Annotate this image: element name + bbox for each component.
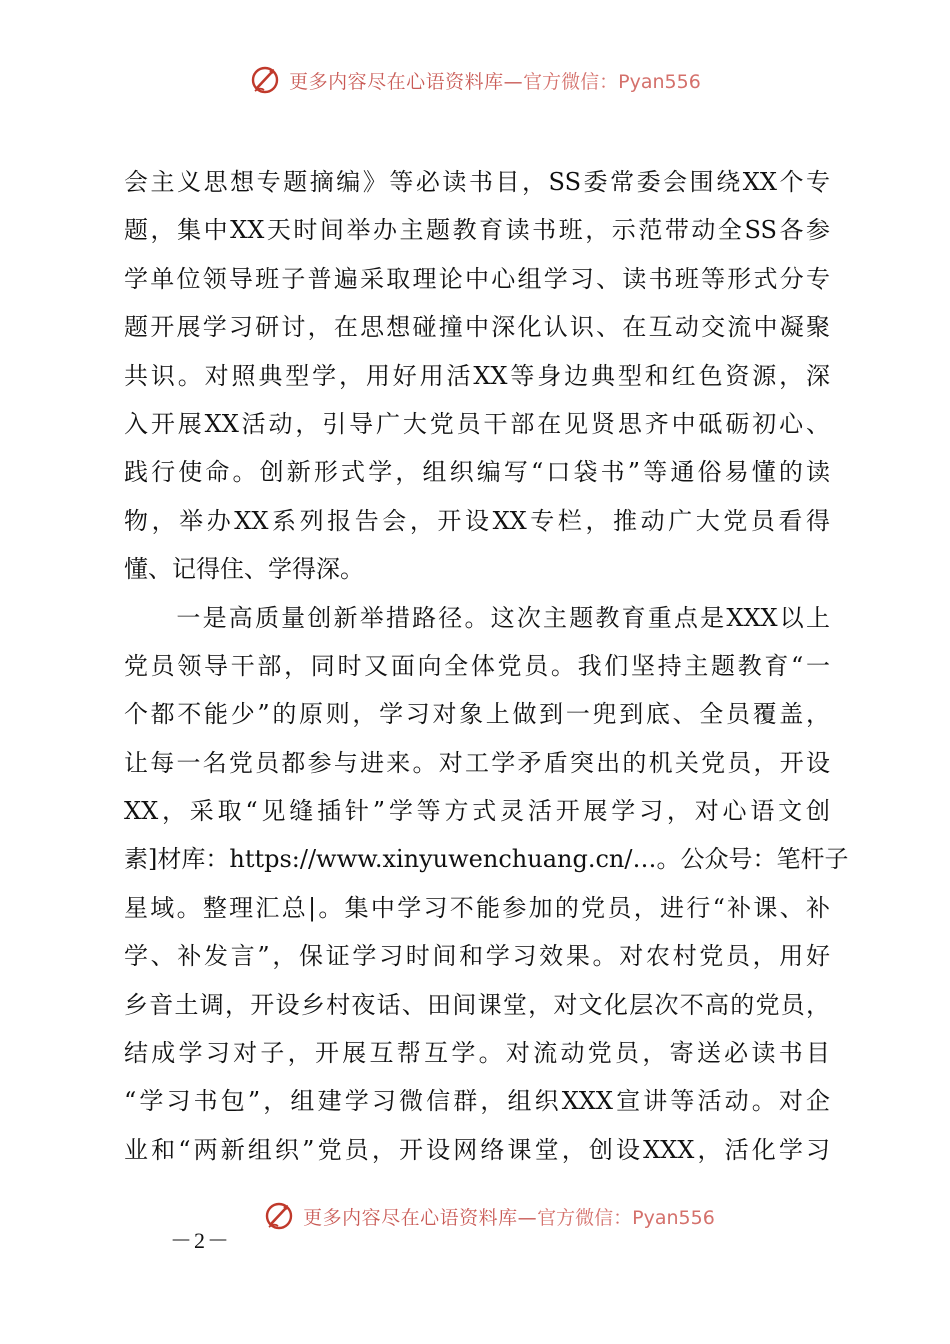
text-line: 入开展XX活动，引导广大党员干部在见贤思齐中砥砺初心、: [124, 409, 830, 438]
text-line: 共识。对照典型学，用好用活XX等身边典型和红色资源，深: [124, 361, 830, 390]
text-line: 党员领导干部，同时又面向全体党员。我们坚持主题教育“一: [124, 651, 830, 680]
banner-wechat-id: 官方微信：Pyan556: [537, 1206, 715, 1229]
text-line: 践行使命。创新形式学，组织编写“口袋书”等通俗易懂的读: [124, 458, 830, 487]
text-line: 让每一名党员都参与进来。对工学矛盾突出的机关党员，开设: [124, 748, 830, 777]
text-line: 结成学习对子，开展互帮互学。对流动党员，寄送必读书目: [124, 1039, 830, 1068]
text-line: 物，举办XX系列报告会，开设XX专栏，推动广大党员看得: [124, 506, 830, 535]
text-line: XX，采取“见缝插针”学等方式灵活开展学习，对心语文创: [124, 797, 830, 826]
text-line: 学单位领导班子普遍采取理论中心组学习、读书班等形式分专: [124, 264, 830, 293]
text-line: 个都不能少”的原则，学习对象上做到一兜到底、全员覆盖，: [124, 700, 830, 729]
paragraph-2: [124, 594, 849, 1175]
text-line: 会主义思想专题摘编》等必读书目，SS委常委会围绕XX个专: [124, 168, 830, 196]
logo-icon: [263, 1200, 295, 1232]
text-line: 星域。整理汇总|。集中学习不能参加的党员，进行“补课、补: [124, 893, 830, 922]
text-line: 乡音土调，开设乡村夜话、田间课堂，对文化层次不高的党员，: [124, 990, 830, 1019]
text-line: “学习书包”，组建学习微信群，组织XXX宣讲等活动。对企: [124, 1087, 830, 1116]
document-body: [124, 158, 849, 1174]
text-line: 业和“两新组织”党员，开设网络课堂，创设XXX，活化学习: [124, 1135, 830, 1164]
footer-watermark-banner: [14, 1196, 950, 1236]
page-number: －2－: [170, 1228, 232, 1253]
paragraph-1: [124, 158, 830, 594]
header-watermark-banner: [0, 60, 950, 100]
banner-slogan: 更多内容尽在心语资料库—: [289, 70, 524, 93]
text-line: 题开展学习研讨，在思想碰撞中深化认识、在互动交流中凝聚: [124, 313, 830, 342]
text-line: 题，集中XX天时间举办主题教育读书班，示范带动全SS各参: [124, 216, 830, 245]
banner-slogan: 更多内容尽在心语资料库—: [303, 1206, 538, 1229]
text-line: 学、补发言”，保证学习时间和学习效果。对农村党员，用好: [124, 942, 830, 971]
banner-wechat-id: 官方微信：Pyan556: [523, 70, 701, 93]
logo-icon: [249, 64, 281, 96]
text-line: 素]材库：https://www.xinyuwenchuang.cn/…。公众号：笔杆子: [124, 845, 849, 874]
text-line: 懂、记得住、学得深。: [124, 555, 364, 584]
text-line: 一是高质量创新举措路径。这次主题教育重点是XXX以上: [124, 603, 830, 632]
